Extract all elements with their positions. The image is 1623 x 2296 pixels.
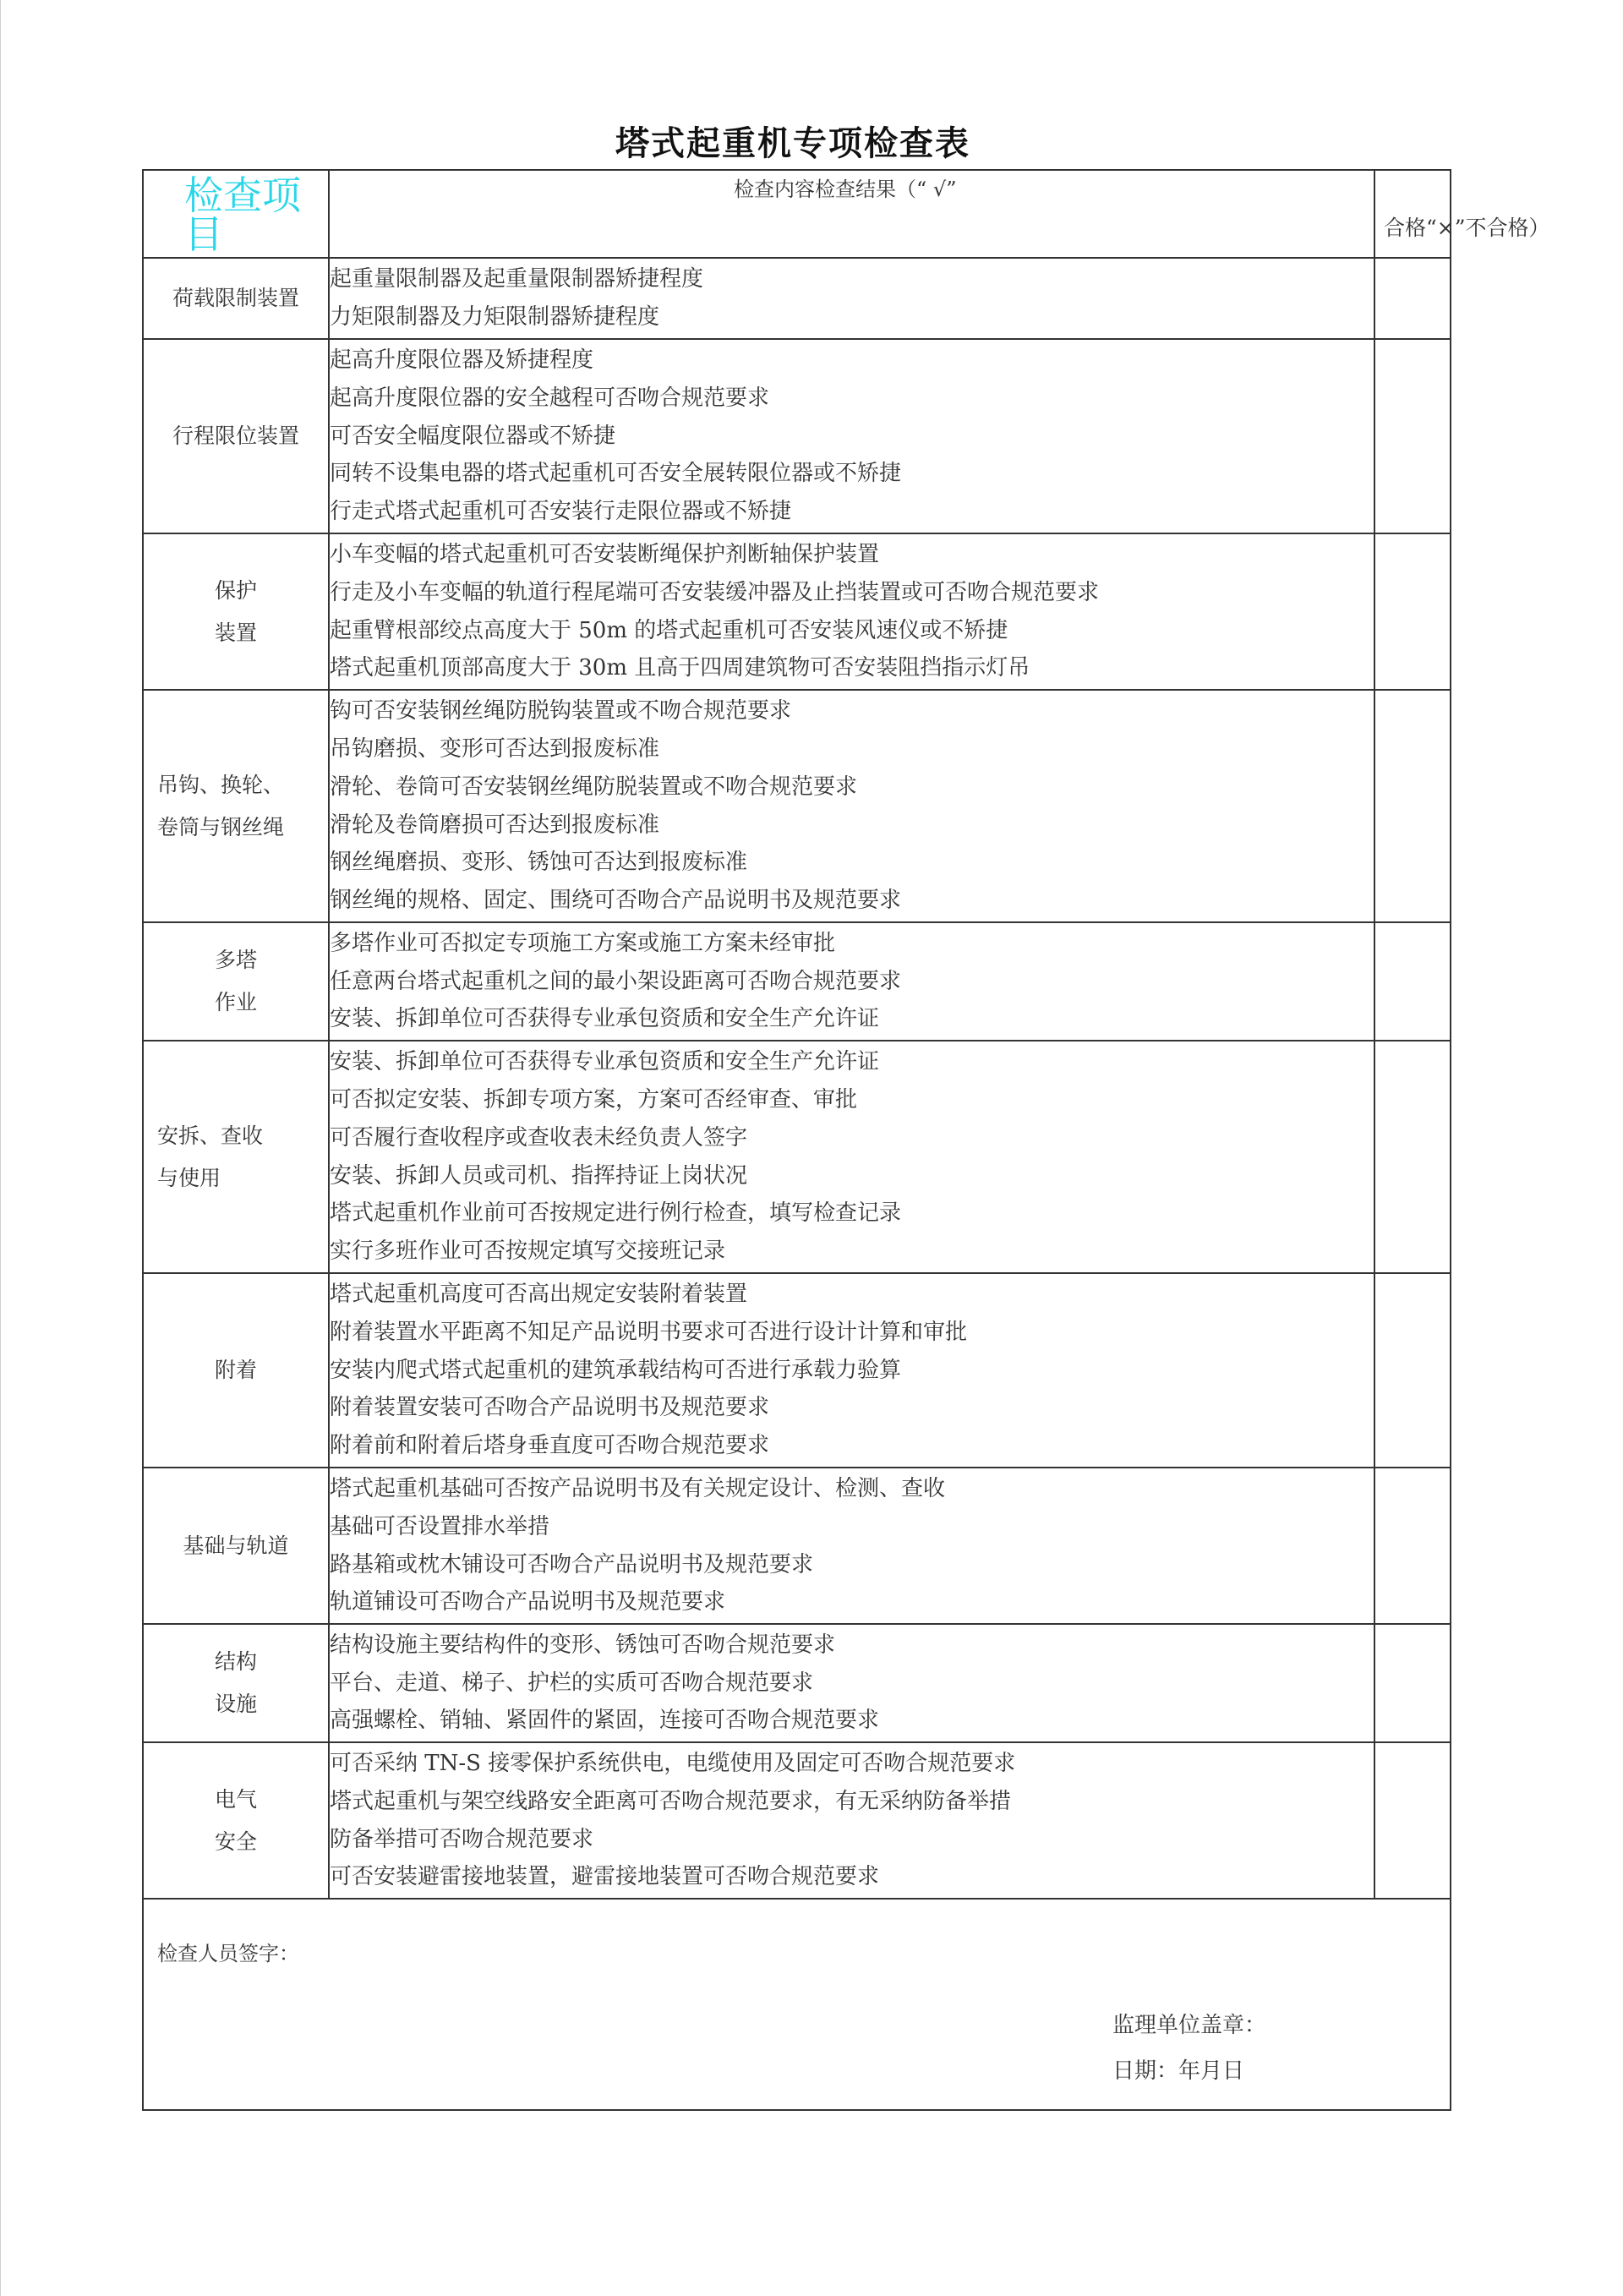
check-item: 安装、拆卸单位可否获得专业承包资质和安全生产允许证 [330, 1049, 880, 1075]
section-category-cell [143, 1624, 329, 1742]
check-item: 起重臂根部绞点高度大于 50m 的塔式起重机可否安装风速仪或不矫捷 [330, 617, 1008, 643]
section-category-cell [143, 339, 329, 533]
header-category-cell [143, 170, 329, 258]
check-item: 附着装置安装可否吻合产品说明书及规范要求 [330, 1395, 770, 1421]
section-items-cell [329, 1742, 1374, 1899]
check-item: 行走及小车变幅的轨道行程尾端可否安装缓冲器及止挡装置或可否吻合规范要求 [330, 579, 1100, 605]
section-category-cell [143, 1273, 329, 1468]
check-item: 附着前和附着后塔身垂直度可否吻合规范要求 [330, 1433, 770, 1459]
section-category-label: 基础与轨道 [183, 1533, 289, 1558]
check-item: 塔式起重机基础可否按产品说明书及有关规定设计、检测、查收 [330, 1475, 946, 1501]
check-item: 塔式起重机作业前可否按规定进行例行检查，填写检查记录 [330, 1200, 902, 1227]
result-cell[interactable] [1374, 1624, 1451, 1742]
check-item: 塔式起重机高度可否高出规定安装附着装置 [330, 1282, 748, 1307]
check-item: 力矩限制器及力矩限制器矫捷程度 [330, 304, 660, 330]
result-cell[interactable] [1374, 1041, 1451, 1273]
section-category-label: 安拆、查收 [157, 1123, 264, 1148]
check-item: 滑轮及卷筒磨损可否达到报废标准 [330, 812, 660, 838]
check-item: 起高升度限位器及矫捷程度 [330, 347, 594, 373]
section-category-label: 附着 [214, 1358, 257, 1382]
table-row [143, 533, 1451, 690]
section-items-cell [329, 533, 1374, 690]
table-row [143, 1468, 1451, 1624]
check-item: 行走式塔式起重机可否安装行走限位器或不矫捷 [330, 499, 792, 525]
section-items-cell [329, 1624, 1374, 1742]
table-row [143, 1624, 1451, 1742]
check-item: 滑轮、卷筒可否安装钢丝绳防脱装置或不吻合规范要求 [330, 774, 858, 800]
section-category-label: 与使用 [157, 1165, 221, 1190]
table-row [143, 1041, 1451, 1273]
table-header-row [143, 170, 1451, 258]
section-items-cell [329, 690, 1374, 922]
check-item: 小车变幅的塔式起重机可否安装断绳保护剂断轴保护装置 [330, 541, 880, 567]
check-item: 可否履行查收程序或查收表未经负责人签字 [330, 1124, 748, 1151]
check-item: 起重量限制器及起重量限制器矫捷程度 [330, 266, 704, 292]
section-items-cell [329, 1468, 1374, 1624]
signature-row [143, 1899, 1451, 2110]
check-item: 可否拟定安装、拆卸专项方案，方案可否经审查、审批 [330, 1086, 858, 1112]
page-left-edge [0, 0, 1, 2296]
check-item: 钢丝绳的规格、固定、围绕可否吻合产品说明书及规范要求 [330, 888, 902, 914]
section-category-label: 卷筒与钢丝绳 [157, 814, 285, 839]
section-category-cell [143, 1041, 329, 1273]
section-category-cell [143, 533, 329, 690]
section-items-cell [329, 258, 1374, 339]
check-item: 塔式起重机与架空线路安全距离可否吻合规范要求，有无采纳防备举措 [330, 1788, 1012, 1814]
section-items-cell [329, 922, 1374, 1041]
section-category-label: 设施 [214, 1692, 257, 1716]
date-label: 日期：年月日 [1112, 2058, 1245, 2084]
section-category-cell [143, 690, 329, 922]
check-item: 平台、走道、梯子、护栏的实质可否吻合规范要求 [330, 1670, 814, 1696]
section-category-label: 荷载限制装置 [172, 286, 299, 310]
result-cell[interactable] [1374, 1273, 1451, 1468]
header-items: 检查内容检查结果（“ √” [734, 178, 957, 201]
check-item: 安装内爬式塔式起重机的建筑承载结构可否进行承载力验算 [330, 1357, 902, 1383]
check-item: 可否安装避雷接地装置，避雷接地装置可否吻合规范要求 [330, 1864, 880, 1890]
section-items-cell [329, 1273, 1374, 1468]
section-category-cell [143, 922, 329, 1041]
section-category-label: 安全 [214, 1829, 257, 1854]
result-cell[interactable] [1374, 690, 1451, 922]
signature-cell [143, 1899, 1451, 2110]
check-item: 塔式起重机顶部高度大于 30m 且高于四周建筑物可否安装阻挡指示灯吊 [330, 655, 1030, 681]
inspection-table [142, 169, 1550, 2111]
header-result: 合格“×”不合格） [1384, 216, 1550, 240]
section-category-label: 行程限位装置 [172, 424, 299, 448]
document-title: 塔式起重机专项检查表 [615, 123, 970, 163]
header-category: 检查项目 [184, 172, 301, 257]
table-row [143, 339, 1451, 533]
table-row [143, 922, 1451, 1041]
check-item: 实行多班作业可否按规定填写交接班记录 [330, 1238, 726, 1265]
result-cell[interactable] [1374, 1742, 1451, 1899]
section-category-label: 多塔 [214, 948, 257, 972]
header-items-cell [329, 170, 1374, 258]
check-item: 轨道铺设可否吻合产品说明书及规范要求 [330, 1589, 726, 1615]
check-item: 安装、拆卸人员或司机、指挥持证上岗状况 [330, 1162, 748, 1189]
table-row [143, 258, 1451, 339]
section-items-cell [329, 1041, 1374, 1273]
check-item: 任意两台塔式起重机之间的最小架设距离可否吻合规范要求 [330, 968, 902, 994]
check-item: 基础可否设置排水举措 [330, 1513, 550, 1539]
check-item: 高强螺栓、销轴、紧固件的紧固，连接可否吻合规范要求 [330, 1708, 880, 1734]
result-cell[interactable] [1374, 922, 1451, 1041]
check-item: 防备举措可否吻合规范要求 [330, 1826, 594, 1852]
supervisor-seal-label: 监理单位盖章： [1112, 2013, 1267, 2038]
check-item: 可否安全幅度限位器或不矫捷 [330, 423, 616, 449]
check-item: 路基箱或枕木铺设可否吻合产品说明书及规范要求 [330, 1551, 814, 1577]
section-category-label: 吊钩、换轮、 [157, 772, 285, 797]
check-item: 起高升度限位器的安全越程可否吻合规范要求 [330, 385, 770, 411]
table-row [143, 690, 1451, 922]
section-category-cell [143, 1468, 329, 1624]
section-category-cell [143, 1742, 329, 1899]
check-item: 同转不设集电器的塔式起重机可否安全展转限位器或不矫捷 [330, 461, 902, 487]
check-item: 附着装置水平距离不知足产品说明书要求可否进行设计计算和审批 [330, 1319, 968, 1345]
check-item: 钢丝绳磨损、变形、锈蚀可否达到报废标准 [330, 850, 748, 876]
section-items-cell [329, 339, 1374, 533]
section-category-label: 作业 [214, 990, 257, 1014]
result-cell[interactable] [1374, 533, 1451, 690]
section-category-label: 保护 [214, 577, 257, 603]
check-item: 钩可否安装钢丝绳防脱钩装置或不吻合规范要求 [330, 698, 792, 724]
section-category-label: 装置 [214, 620, 257, 645]
check-item: 结构设施主要结构件的变形、锈蚀可否吻合规范要求 [330, 1632, 836, 1658]
table-row [143, 1273, 1451, 1468]
check-item: 多塔作业可否拟定专项施工方案或施工方案未经审批 [330, 930, 836, 956]
table-row [143, 1742, 1451, 1899]
result-cell[interactable] [1374, 1468, 1451, 1624]
check-item: 吊钩磨损、变形可否达到报废标准 [330, 735, 660, 762]
section-category-label: 结构 [214, 1649, 257, 1674]
check-item: 安装、拆卸单位可否获得专业承包资质和安全生产允许证 [330, 1006, 880, 1032]
section-category-label: 电气 [214, 1786, 257, 1812]
section-category-cell [143, 258, 329, 339]
result-cell[interactable] [1374, 258, 1451, 339]
check-item: 可否采纳 TN-S 接零保护系统供电，电缆使用及固定可否吻合规范要求 [330, 1750, 1016, 1776]
inspector-signature-label: 检查人员签字： [157, 1942, 299, 1965]
header-result-cell [1374, 170, 1550, 258]
result-cell[interactable] [1374, 339, 1451, 533]
